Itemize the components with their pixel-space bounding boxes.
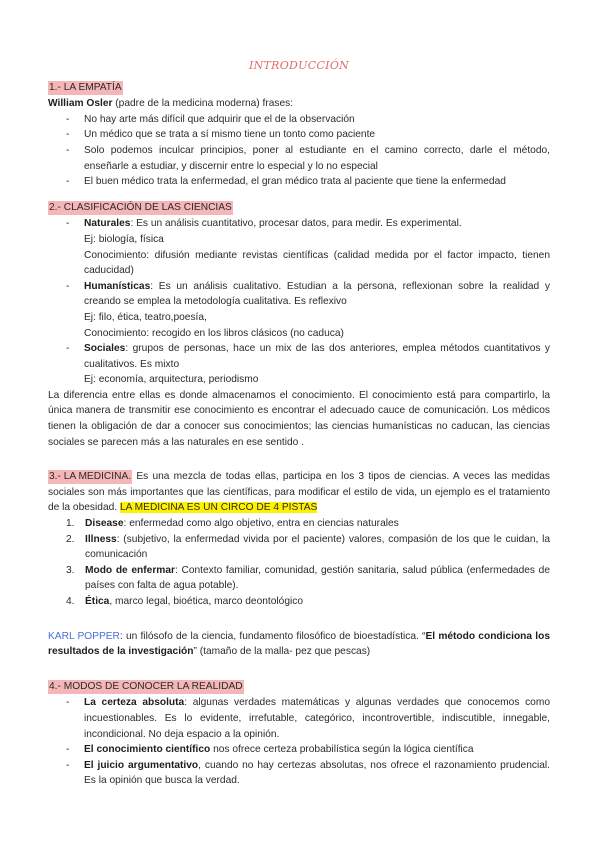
section-heading-1: 1.- LA EMPATÍA — [49, 81, 122, 93]
paragraph: La diferencia entre ellas es donde almacenamos el conocimiento. El conocimiento está para compartirlo, la única manera de transmitir ese conocimiento es encontrar el adecuado cauce de comunicación. Los médicos tienen la obligación de dar a conocer sus conocimientos; las ciencias humanísticas no caducan, las ciencias sociales se parecen más a las naturales en ese sentido . — [48, 389, 550, 448]
list-item: 1. Disease: enfermedad como algo objetivo, entra en ciencias naturales — [66, 518, 399, 530]
modes-list — [48, 695, 550, 789]
list-item-sociales: - Sociales: grupos de personas, hace un mix de las dos anteriores, emplea métodos cuantitativos y cualitativos. Es mixto Ej: economía, arquitectura, periodismo — [60, 341, 550, 388]
section-clasificacion — [48, 200, 550, 451]
section-1-intro: William Osler (padre de la medicina moderna) frases: — [48, 98, 294, 110]
section-medicina — [48, 469, 550, 609]
section-3-paragraph: 3.- LA MEDICINA. Es una mezcla de todas ellas, participa en los 3 tipos de ciencias. A veces las medidas sociales son más importantes que las científicas, para modificar el estilo de vida, un ejemplo es el tratamiento de la obesidad. LA MEDICINA ES UN CIRCO DE 4 PISTAS — [48, 471, 550, 514]
list-item: - El buen médico trata la enfermedad, el gran médico trata al paciente que tiene la enfermedad — [60, 174, 550, 190]
quote-list — [48, 112, 550, 190]
list-item: - El conocimiento científico nos ofrece certeza probabilística según la lógica científica — [60, 742, 550, 758]
list-item: 3. Modo de enfermar: Contexto familiar, comunidad, gestión sanitaria, salud pública (enfermedades de países con falta de agua potable). — [66, 564, 551, 592]
list-item-humanisticas: - Humanísticas: Es un análisis cualitativo. Estudian a la persona, reflexionan sobre la realidad y creando se emplea la metodología cualitativa. Es reflexivo Ej: filo, ética, teatro,poesía, Conocimiento: recogido en los libros clásicos (no caduca) — [60, 279, 550, 341]
numbered-list — [48, 516, 550, 610]
list-item: 4. Ética, marco legal, bioética, marco deontológico — [66, 596, 304, 607]
science-list — [48, 216, 550, 388]
page-title: INTRODUCCIÓN — [248, 59, 350, 72]
list-item: - Un médico que se trata a sí mismo tiene un tonto como paciente — [60, 127, 550, 143]
list-item: - La certeza absoluta: algunas verdades matemáticas y algunas verdades que conocemos como incuestionables. Es lo evidente, irrefutable, categórico, incontrovertible, indiscutible, innegable, incondicional. No deja espacio a la opinión. — [60, 695, 550, 742]
section-heading-3: 3.- LA MEDICINA. — [49, 471, 132, 483]
section-empatia — [48, 80, 550, 190]
highlight-text: LA MEDICINA ES UN CIRCO DE 4 PISTAS — [119, 502, 318, 514]
list-item: - Solo podemos inculcar principios, poner al estudiante en el camino correcto, darle el método, enseñarle a estudiar, y discernir entre lo especial y lo no especial — [60, 143, 550, 174]
section-modos — [48, 679, 550, 789]
list-item: - No hay arte más difícil que adquirir que el de la observación — [60, 112, 550, 128]
section-heading-4: 4.- MODOS DE CONOCER LA REALIDAD — [49, 680, 243, 692]
section-heading-2: 2.- CLASIFICACIÓN DE LAS CIENCIAS — [49, 201, 232, 213]
author-name: KARL POPPER — [48, 630, 120, 642]
list-item: 2. Illness: (subjetivo, la enfermedad vivida por el paciente) valores, compasión de los que le cuidan, la comunicación — [66, 533, 550, 561]
list-item-naturales: - Naturales: Es un análisis cuantitativo, procesar datos, para medir. Es experimental. Ej: biología, física Conocimiento: difusión mediante revistas científicas (calidad medida por el factor impacto, tienen caducidad) — [60, 216, 550, 278]
popper-paragraph: KARL POPPER: un filósofo de la ciencia, fundamento filosófico de bioestadística. “El método condiciona los resultados de la investigación” (tamaño de la malla- pez que pescas) — [48, 630, 550, 658]
list-item: - El juicio argumentativo, cuando no hay certezas absolutas, nos ofrece el razonamiento prudencial. Es la opinión que busca la verdad. — [60, 758, 550, 789]
